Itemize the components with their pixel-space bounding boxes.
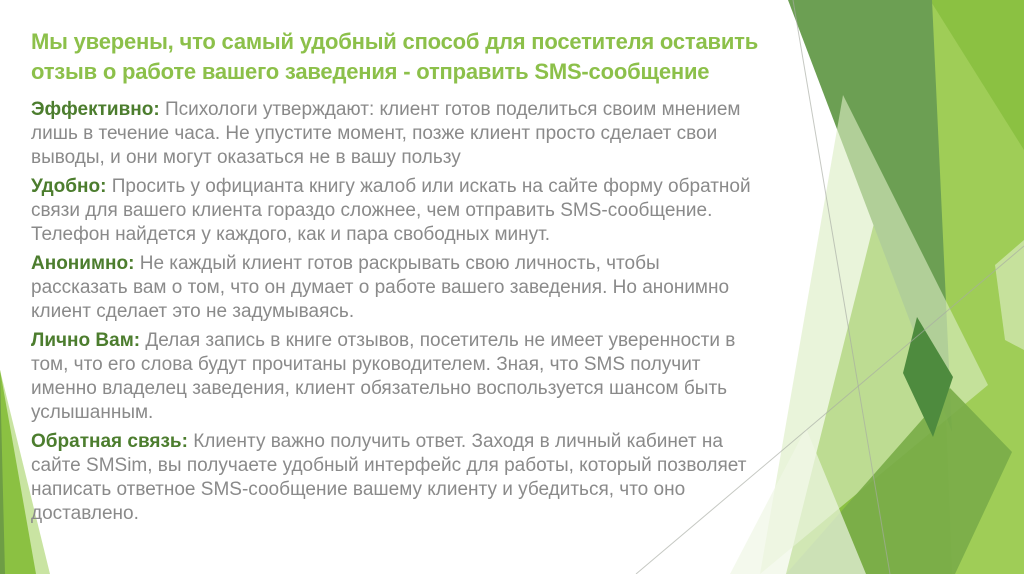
bullet-text: Психологи утверждают: клиент готов поделиться своим мнением лишь в течение часа. Не упустите момент, позже клиент просто сделает свои выводы, и они могут оказаться не в вашу пользу [31, 99, 741, 168]
slide-title: Мы уверены, что самый удобный способ для посетителя оставить отзыв о работе вашего заведения - отправить SMS-сообщение [31, 29, 759, 84]
bullet-paragraph-convenient [31, 175, 761, 247]
bullet-label: Анонимно: [31, 253, 135, 274]
bullet-text: Не каждый клиент готов раскрывать свою личность, чтобы рассказать вам о том, что он думает о работе вашего заведения. Но анонимно клиент сделает это не задумываясь. [31, 253, 730, 322]
bullet-label: Лично Вам: [31, 330, 141, 351]
bullet-text: Делая запись в книге отзывов, посетитель не имеет уверенности в том, что его слова будут прочитаны руководителем. Зная, что SMS получит именно владелец заведения, клиент обязательно воспользуется шансом быть услышанным. [31, 330, 736, 423]
bullet-text: Клиенту важно получить ответ. Заходя в личный кабинет на сайте SMSim, вы получаете удобный интерфейс для работы, который позволяет написать ответное SMS-сообщение вашему клиенту и убедиться, что оно доставлено. [31, 431, 747, 524]
bullet-paragraph-feedback [31, 430, 761, 526]
bullet-paragraph-effective [31, 98, 761, 170]
bullet-label: Эффективно: [31, 99, 160, 120]
bullet-label: Удобно: [31, 176, 107, 197]
bullet-paragraph-anonymous [31, 252, 761, 324]
bullet-paragraph-personal [31, 329, 761, 425]
bullet-label: Обратная связь: [31, 431, 188, 452]
bullet-text: Просить у официанта книгу жалоб или искать на сайте форму обратной связи для вашего клиента гораздо сложнее, чем отправить SMS-сообщение. Телефон найдется у каждого, как и пара свободных минут. [31, 176, 751, 245]
slide-content [31, 27, 766, 531]
